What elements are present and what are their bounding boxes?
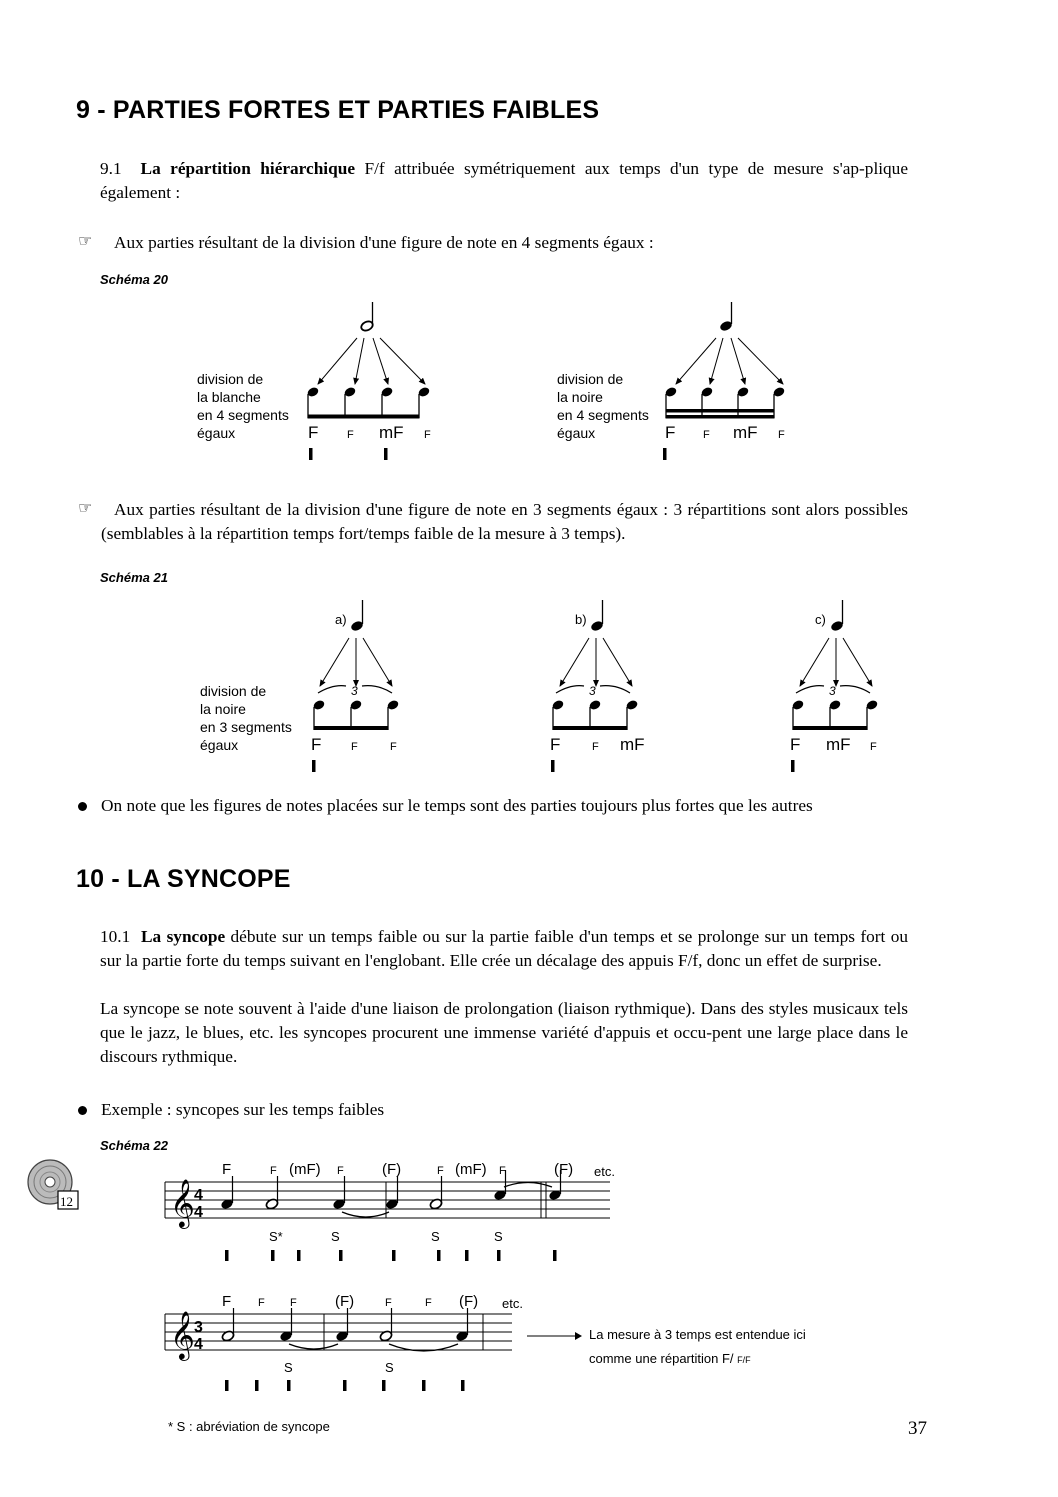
time-signature-top: 3	[194, 1319, 203, 1336]
staff-2	[165, 1314, 512, 1350]
mark-medium-strong: mF	[379, 423, 404, 442]
sixteenth-notes-group	[664, 386, 785, 418]
syncope-mark: S	[385, 1360, 394, 1375]
mark: F	[290, 1297, 297, 1309]
pointing-hand-icon: ☞	[78, 498, 93, 517]
eighth-notes-group-left	[306, 386, 430, 418]
staff-1-notes	[220, 1170, 562, 1217]
mark: F	[385, 1297, 392, 1309]
mark: mF	[620, 735, 645, 754]
mark: F	[592, 741, 599, 753]
schema-21-caption: division de la noire en 3 segments égaux	[200, 683, 292, 753]
bullet-icon	[78, 802, 87, 811]
treble-clef-icon: 𝄞	[170, 1311, 195, 1358]
schema-20-label: Schéma 20	[100, 272, 168, 287]
mark: (F)	[459, 1293, 479, 1310]
mark-strong: F	[308, 423, 319, 442]
mark: (mF)	[455, 1161, 487, 1178]
mark: F	[870, 741, 877, 753]
schema-20-diagram	[0, 0, 1058, 480]
mark: F	[351, 741, 358, 753]
mark: F	[425, 1297, 432, 1309]
mark-weak: F	[703, 429, 710, 441]
staff-2-note-line-2: comme une répartition F/ F/F	[589, 1351, 751, 1366]
paragraph-term: La syncope	[141, 927, 226, 946]
paragraph-number: 9.1	[100, 159, 122, 178]
paragraph-10-1-b: La syncope se note souvent à l'aide d'une liaison de prolongation (liaison rythmique). Dans des styles musicaux tels que le jazz, le blues, etc. les syncopes procurent une immense variété d'appuis et occu-pent une large place dans le discours rythmique.	[100, 999, 908, 1066]
mark: (F)	[554, 1161, 574, 1178]
triplet-group-c	[790, 600, 879, 772]
mark: F	[222, 1161, 232, 1178]
mark-weak: F	[424, 429, 431, 441]
mark-medium-strong: mF	[733, 423, 758, 442]
schema-21-label: Schéma 21	[100, 570, 168, 585]
syncope-mark: S	[431, 1229, 440, 1244]
syncope-mark: S	[494, 1229, 503, 1244]
staff-2-note-line-1: La mesure à 3 temps est entendue ici	[589, 1327, 806, 1342]
mark-weak: F	[347, 429, 354, 441]
mark: F	[437, 1165, 444, 1177]
half-note	[360, 302, 374, 332]
syncope-mark: S	[284, 1360, 293, 1375]
example-text: Exemple : syncopes sur les temps faibles	[101, 1100, 385, 1119]
beat-tick	[309, 448, 313, 460]
triplet-number: 3	[351, 684, 358, 698]
group-tag: b)	[575, 612, 587, 627]
triplet-group-a	[311, 600, 400, 772]
point-2-text: Aux parties résultant de la division d'une figure de note en 3 segments égaux : 3 répartitions sont alors possibles (semblables à la répartition temps fort/temps faible de la mesure à 3 temps).	[101, 500, 908, 543]
page-number: 37	[908, 1418, 927, 1439]
note-text: On note que les figures de notes placées sur le temps sont des parties toujours plus fortes que les autres	[101, 796, 813, 815]
mark: F	[550, 735, 561, 754]
treble-clef-icon: 𝄞	[170, 1179, 195, 1226]
staff-2-beat-ticks	[225, 1380, 465, 1391]
group-tag: a)	[335, 612, 347, 627]
mark: F	[222, 1293, 232, 1310]
mark-weak: F	[778, 429, 785, 441]
group-tag: c)	[815, 612, 826, 627]
mark: F	[337, 1165, 344, 1177]
section-10-title: 10 - LA SYNCOPE	[76, 865, 291, 893]
quarter-note	[719, 302, 733, 332]
schema-20-left-caption: division de la blanche en 4 segments égaux	[197, 371, 289, 441]
mark: F	[311, 735, 322, 754]
paragraph-text: débute sur un temps faible ou sur la partie faible d'un temps et se prolonge sur un temps fort ou sur la partie forte du temps suivant en l'englobant. Elle crée un décalage des appuis F/f, donc un effet de surprise.	[100, 927, 908, 970]
paragraph-text: F/f attribuée symétriquement aux temps d'un type de mesure s'ap-plique également :	[100, 159, 908, 202]
cd-track-number: 12	[60, 1194, 73, 1209]
paragraph-number: 10.1	[100, 927, 131, 946]
mark: F	[390, 741, 397, 753]
schema-21-diagram	[0, 580, 1058, 780]
bullet-icon	[78, 1106, 87, 1115]
section-9-title: 9 - PARTIES FORTES ET PARTIES FAIBLES	[76, 96, 600, 124]
pointing-hand-icon: ☞	[78, 231, 93, 250]
division-arrows-right	[676, 338, 783, 384]
mark: mF	[826, 735, 851, 754]
paragraph-10-1	[100, 925, 908, 973]
triplet-number: 3	[829, 684, 836, 698]
syncope-mark: S*	[269, 1229, 283, 1244]
beat-tick	[663, 448, 667, 460]
mark: F	[790, 735, 801, 754]
mark: (F)	[382, 1161, 402, 1178]
etc-label: etc.	[502, 1296, 523, 1311]
syncope-mark: S	[331, 1229, 340, 1244]
time-signature-top: 4	[194, 1187, 203, 1204]
point-1-text: Aux parties résultant de la division d'une figure de note en 4 segments égaux :	[114, 233, 654, 252]
mark: F	[270, 1165, 277, 1177]
right-arrow-icon	[527, 1332, 582, 1340]
staff-1-beat-ticks	[225, 1250, 557, 1261]
paragraph-term: La répartition hiérarchique	[140, 159, 356, 178]
mark: F	[499, 1165, 506, 1177]
division-arrows-left	[318, 338, 425, 384]
mark: (F)	[335, 1293, 355, 1310]
time-signature-bottom: 4	[194, 1336, 203, 1353]
triplet-group-b	[550, 600, 645, 772]
time-signature-bottom: 4	[194, 1204, 203, 1221]
mark: (mF)	[289, 1161, 321, 1178]
footnote: * S : abréviation de syncope	[168, 1419, 330, 1434]
triplet-number: 3	[589, 684, 596, 698]
schema-20-right-caption: division de la noire en 4 segments égaux	[557, 371, 649, 441]
mark: F	[258, 1297, 265, 1309]
schema-22-staves	[0, 1170, 1058, 1400]
beat-tick	[384, 448, 388, 460]
mark-strong: F	[665, 423, 676, 442]
schema-22-label: Schéma 22	[100, 1138, 168, 1153]
etc-label: etc.	[594, 1164, 615, 1179]
